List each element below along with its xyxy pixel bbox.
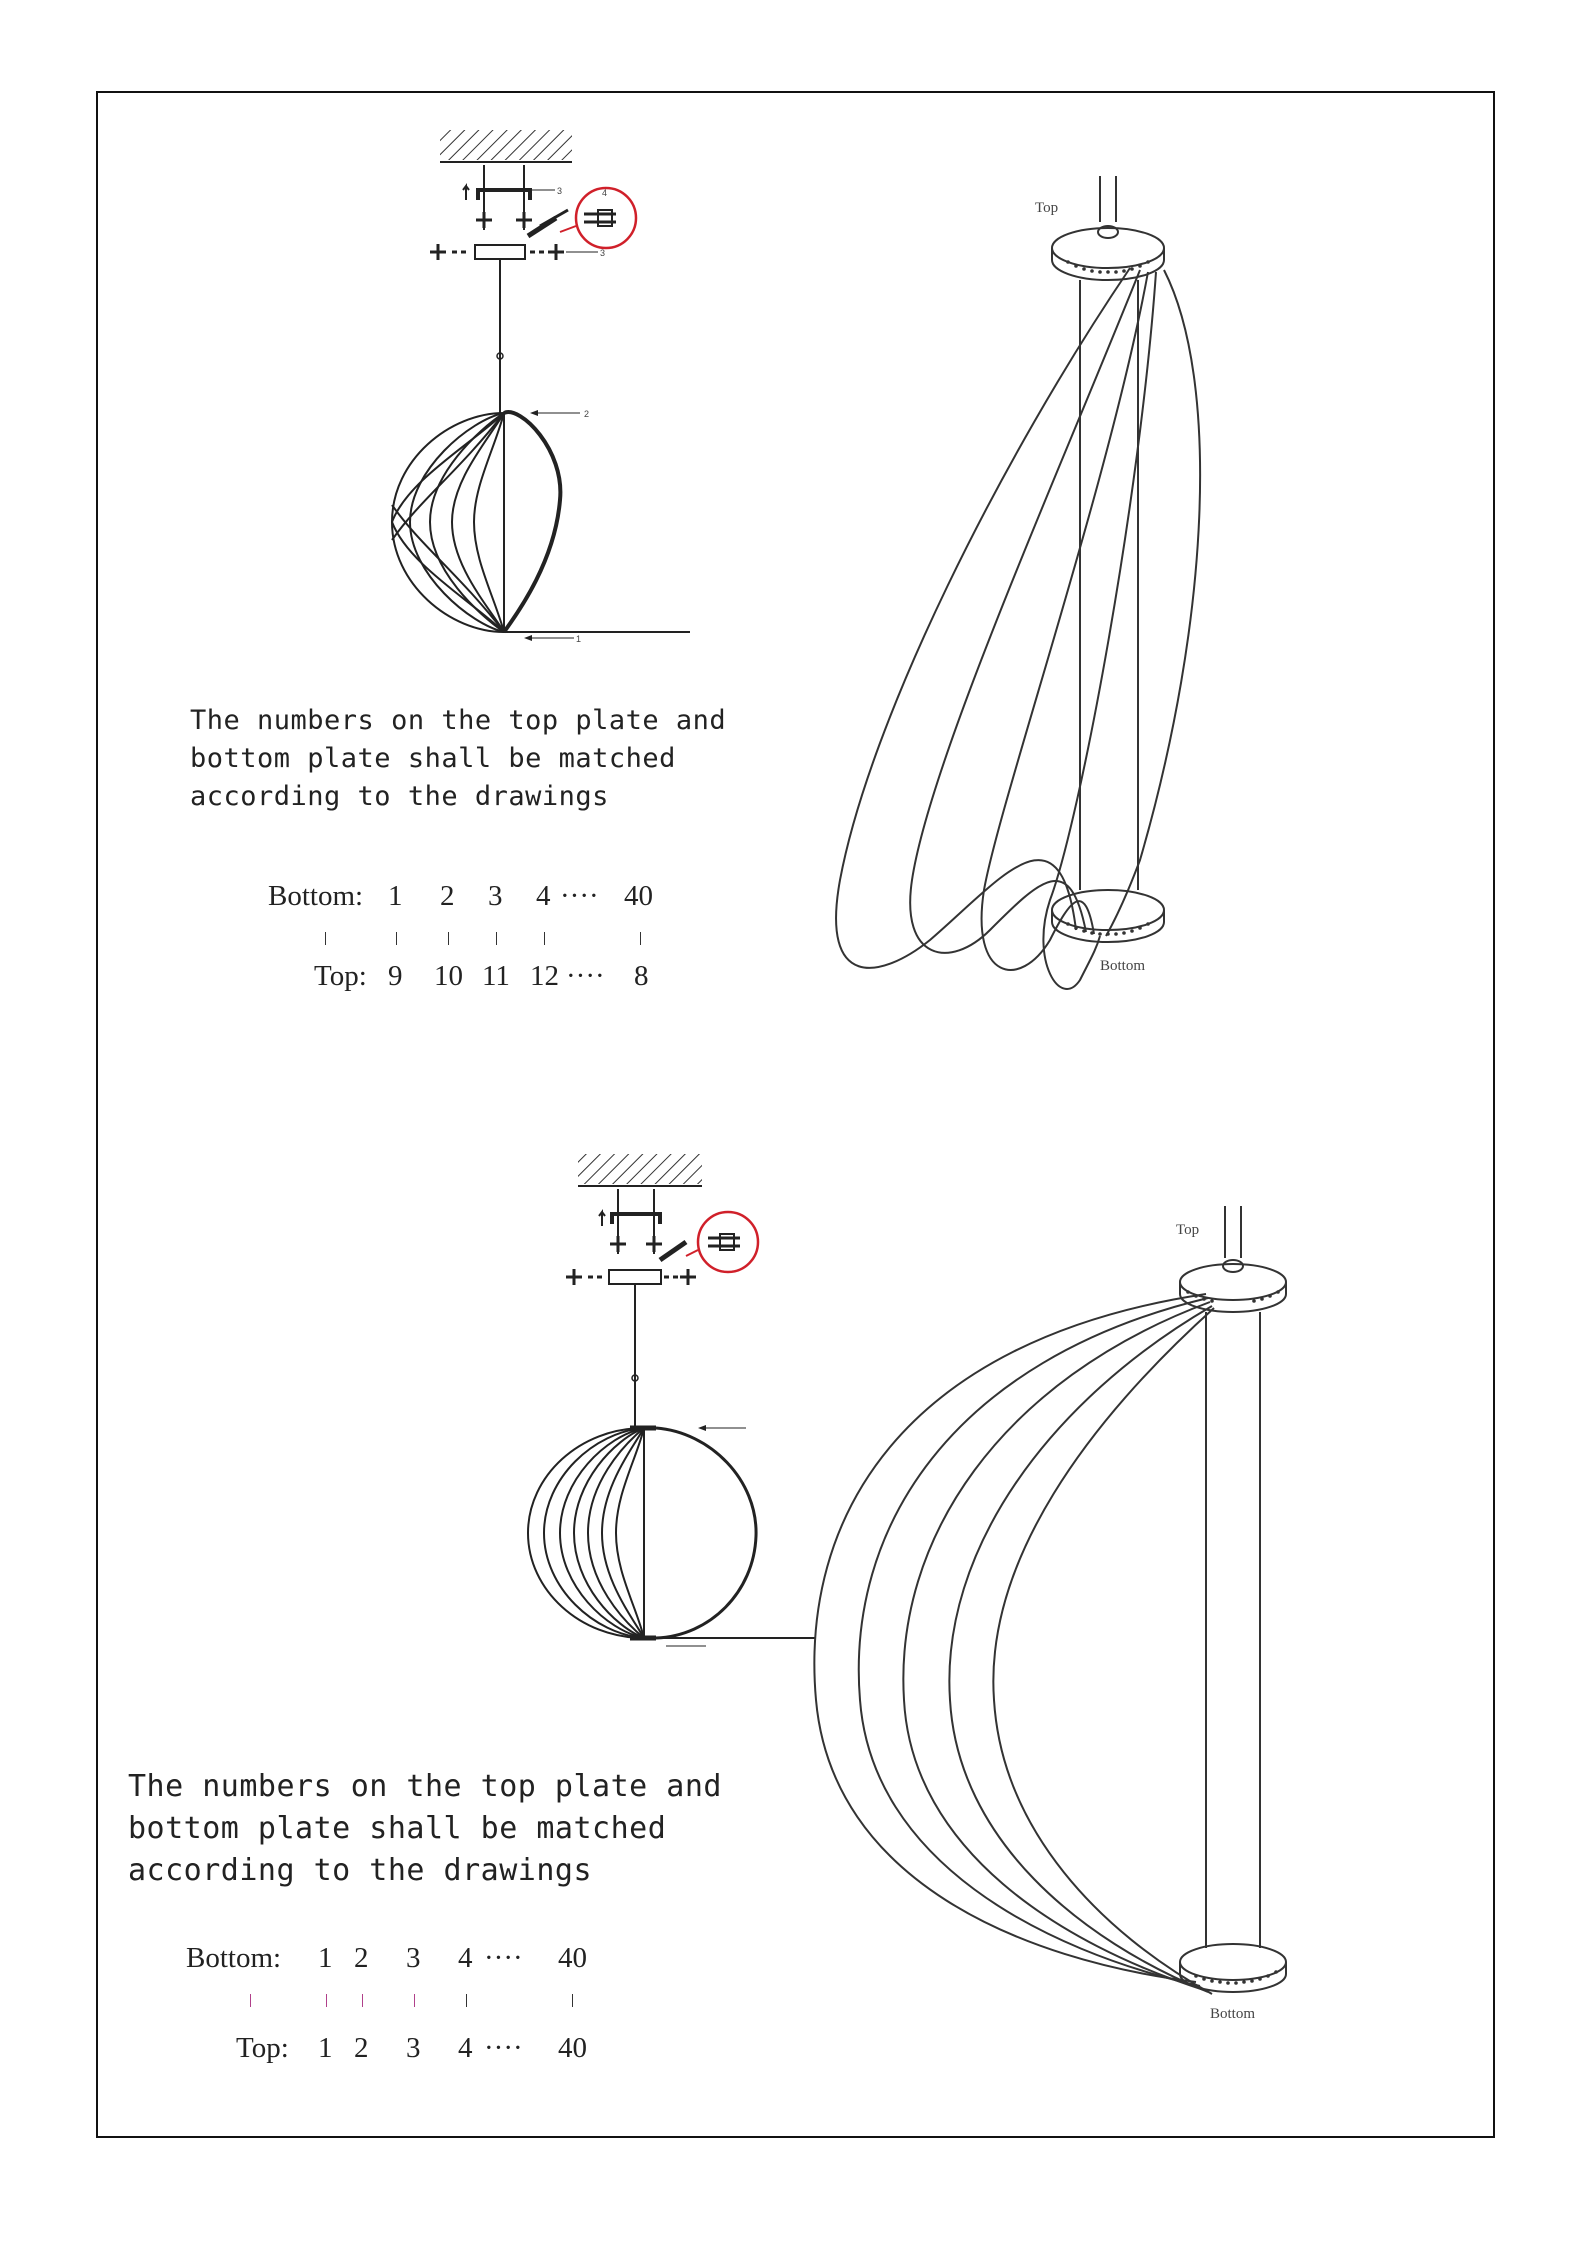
top-number: 4 [458, 2032, 473, 2064]
bottom-number: 40 [558, 1942, 587, 1974]
bottom-plate-label-1: Bottom [1100, 958, 1146, 974]
top-number: 11 [482, 960, 510, 992]
bottom-sequence-label-2: Bottom: [186, 1942, 282, 1974]
top-number: 2 [354, 2032, 369, 2064]
match-tick [544, 932, 545, 945]
top-sequence-label-1: Top: [314, 960, 367, 992]
top-number: 9 [388, 960, 403, 992]
note-line: bottom plate shall be matched [190, 743, 676, 774]
svg-text:2: 2 [584, 409, 590, 419]
match-tick [362, 1994, 363, 2007]
connector-callout-circle-2 [698, 1212, 758, 1272]
bottom-number: 4 [536, 880, 551, 912]
top-plate-label-1: Top [1035, 200, 1059, 216]
match-tick [325, 932, 326, 945]
match-tick [640, 932, 641, 945]
matching-note-1 [190, 702, 726, 816]
bottom-ellipsis: ···· [560, 880, 599, 912]
svg-text:4: 4 [602, 188, 608, 198]
bottom-number: 3 [406, 1942, 421, 1974]
svg-text:1: 1 [576, 634, 582, 644]
top-number: 10 [434, 960, 463, 992]
bottom-number: 4 [458, 1942, 473, 1974]
top-ellipsis: ···· [484, 2032, 523, 2064]
match-tick [466, 1994, 467, 2007]
note-line: bottom plate shall be matched [128, 1811, 667, 1846]
match-tick [396, 932, 397, 945]
bottom-number: 1 [318, 1942, 333, 1974]
match-tick [448, 932, 449, 945]
bottom-plate-label-2: Bottom [1210, 2006, 1256, 2022]
bottom-ellipsis: ···· [484, 1942, 523, 1974]
bottom-number: 40 [624, 880, 653, 912]
match-tick [250, 1994, 251, 2007]
bottom-sequence-label-1: Bottom: [268, 880, 364, 912]
globe-lamp-1 [392, 412, 560, 632]
match-tick [496, 932, 497, 945]
match-tick [326, 1994, 327, 2007]
top-number: 12 [530, 960, 559, 992]
top-ellipsis: ···· [566, 960, 605, 992]
top-number: 3 [406, 2032, 421, 2064]
match-tick [414, 1994, 415, 2007]
top-plate-label-2: Top [1176, 1222, 1200, 1238]
bottom-number: 2 [440, 880, 455, 912]
ceiling-hatch [440, 130, 572, 160]
matching-note-2 [128, 1766, 722, 1892]
top-number: 1 [318, 2032, 333, 2064]
top-sequence-label-2: Top: [236, 2032, 289, 2064]
note-line: according to the drawings [128, 1853, 593, 1888]
bottom-number: 1 [388, 880, 403, 912]
svg-text:3: 3 [557, 186, 563, 196]
svg-text:3: 3 [600, 248, 606, 258]
bottom-number: 3 [488, 880, 503, 912]
note-line: The numbers on the top plate and [190, 705, 727, 736]
plate-column-diagram-2 [814, 1206, 1286, 1994]
plate-column-diagram-1 [836, 176, 1200, 989]
note-line: according to the drawings [190, 781, 609, 812]
ceiling-hatch-2 [578, 1154, 702, 1184]
bottom-number: 2 [354, 1942, 369, 1974]
match-tick [572, 1994, 573, 2007]
top-number: 8 [634, 960, 649, 992]
note-line: The numbers on the top plate and [128, 1769, 722, 1804]
top-number: 40 [558, 2032, 587, 2064]
globe-lamp-2 [528, 1428, 756, 1638]
